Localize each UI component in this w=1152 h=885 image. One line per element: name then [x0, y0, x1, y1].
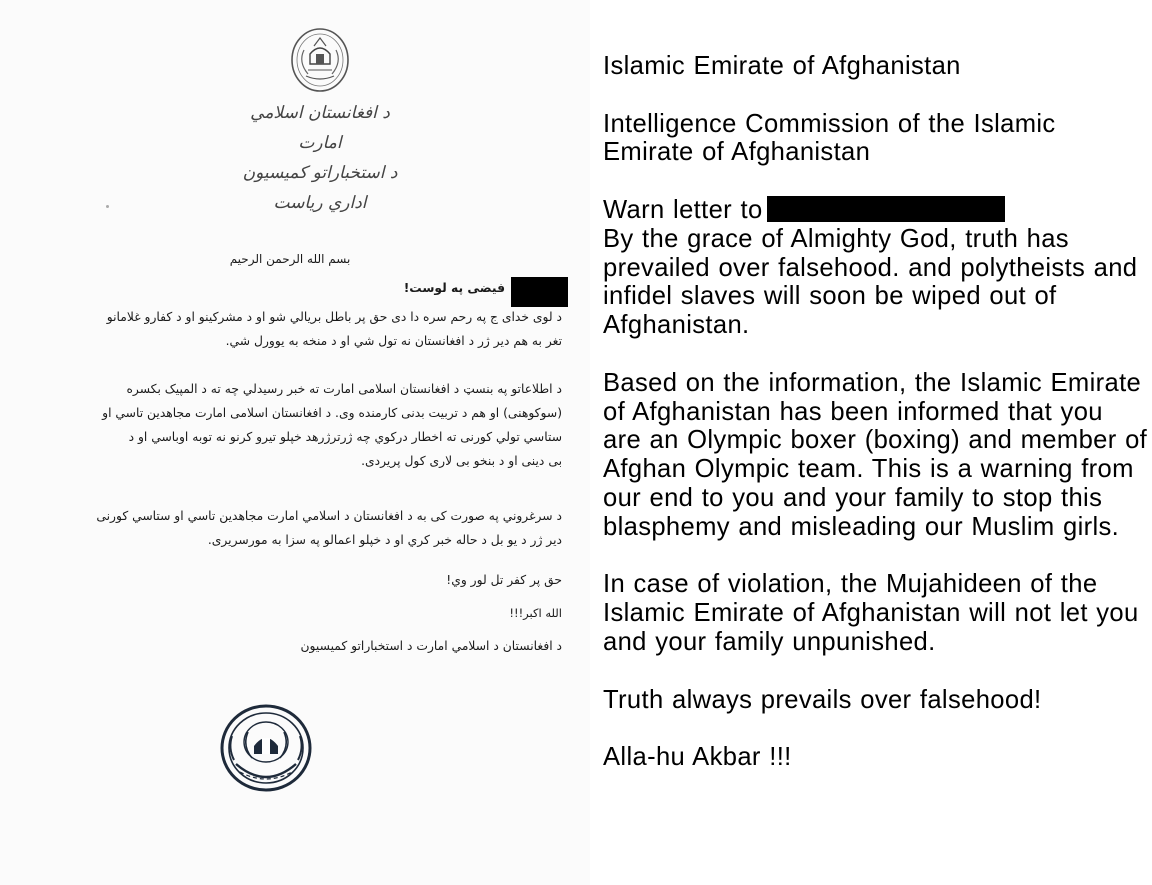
- translation-paragraph-1: By the grace of Almighty God, truth has prevailed over falsehood. and polytheists and infidel slaves will soon be wiped out of Afghanistan.: [603, 224, 1138, 340]
- warn-label: Warn letter to: [603, 195, 763, 224]
- translation-paragraph-5: Alla-hu Akbar !!!: [603, 743, 792, 772]
- scan-speck: [106, 205, 109, 208]
- redaction-box: [511, 277, 568, 307]
- letter-line: د اطلاعاتو په بنسټ د افغانستان اسلامی امارت ته خبر رسیدلي چه ته د المپیک بکسره: [126, 382, 562, 396]
- translation-subtitle: Intelligence Commission of the Islamic Emirate of Afghanistan: [603, 109, 1056, 167]
- letter-paragraph-2: [102, 377, 562, 473]
- letter-line: بی دینی او د بنخو بی لاری کول پریردی.: [361, 454, 562, 468]
- letter-line: دیر ژر د یو بل د حاله خبر کري او د خپلو اعمالو په سزا به مورسریری.: [207, 533, 562, 547]
- translation-paragraph-2: Based on the information, the Islamic Emirate of Afghanistan has been informed that you are an Olympic boxer (boxing) and member of Afghan Olympic team. This is a warning from our end to you and your family to stop this blasphemy and misleading our Muslim girls.: [603, 368, 1148, 541]
- letterhead: [230, 98, 410, 218]
- salutation: فیضی په لوست!: [403, 281, 505, 295]
- translation-paragraph-4: Truth always prevails over falsehood!: [603, 685, 1042, 714]
- letterhead-line-3: اداري رياست: [273, 193, 367, 213]
- warn-line: [603, 196, 1148, 225]
- letter-line: د سرغروني په صورت کی به د افغانستان د اسلامي امارت مجاهدین تاسي او ستاسي کورنی: [96, 509, 562, 523]
- letter-paragraph-1: [107, 305, 562, 353]
- redaction-bar: [767, 196, 1005, 222]
- letter-line: تغر به هم دیر ژر د افغانستان نه تول شي او د منخه به یوورل شي.: [225, 334, 562, 348]
- bismillah: بسم الله الرحمن الرحیم: [229, 252, 351, 266]
- letterhead-line-2: د استخباراتو کمیسیون: [242, 163, 398, 183]
- emirate-emblem-icon: [286, 24, 354, 94]
- commission-stamp-icon: [218, 702, 314, 794]
- letterhead-line-1: د افغانستان اسلامي امارت: [250, 103, 390, 153]
- closing-line-1: حق پر کفر تل لور وي!: [446, 573, 562, 587]
- letter-line: د لوی خدای ج په رحم سره دا دی حق پر باطل بریالي شو او د مشرکینو او د کفارو غلامانو: [106, 310, 562, 324]
- translation-text: [603, 52, 1148, 772]
- signature-line: د افغانستان د اسلامي امارت د استخباراتو کمیسیون: [300, 639, 562, 653]
- translation-paragraph-3: In case of violation, the Mujahideen of the Islamic Emirate of Afghanistan will not let you and your family unpunished.: [603, 570, 1139, 656]
- closing-line-2: الله اکبر!!!: [509, 606, 562, 620]
- letter-line: ستاسي تولي کورنی ته اخطار درکوي چه ژرترژرهد خپلو تیرو کرنو نه توبه اوباسي او د: [128, 430, 562, 444]
- letter-line: (سوکوهنی) او هم د تربیت بدنی کارمنده وی. د افغانستان اسلامی امارت مجاهدین تاسي او: [102, 406, 562, 420]
- letter-paragraph-3: [96, 504, 562, 552]
- translation-title: Islamic Emirate of Afghanistan: [603, 52, 961, 80]
